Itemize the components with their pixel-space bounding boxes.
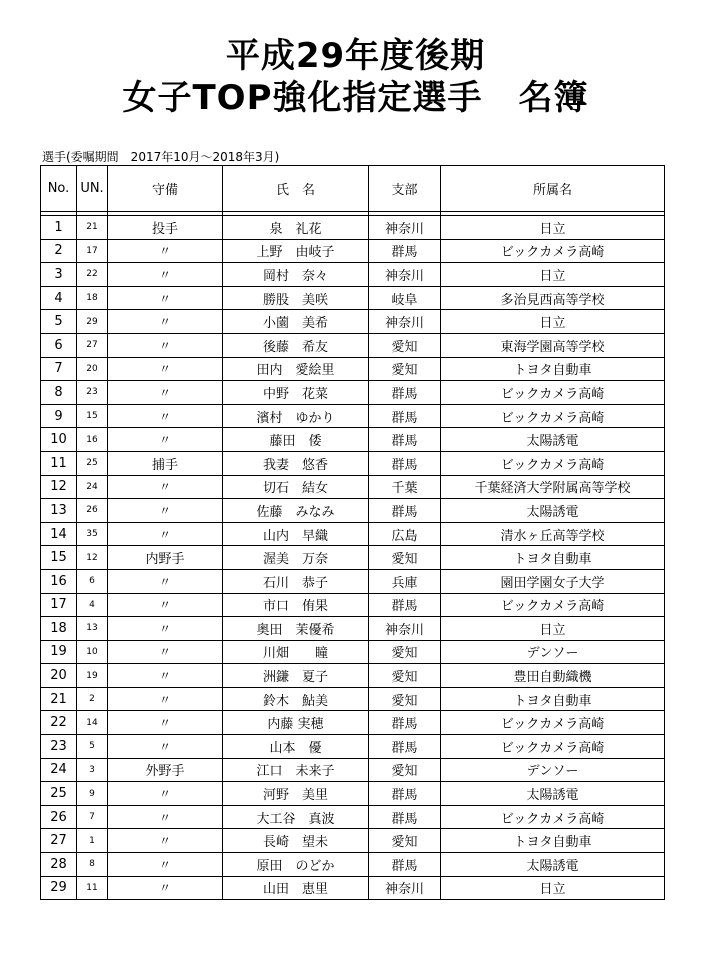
cell-un: 13 (77, 617, 108, 641)
cell-name: 勝股 美咲 (223, 286, 369, 310)
cell-position: 〃 (108, 522, 223, 546)
cell-position: 〃 (108, 569, 223, 593)
cell-no: 15 (41, 546, 77, 570)
cell-no: 18 (41, 617, 77, 641)
cell-no: 14 (41, 522, 77, 546)
cell-name: 市口 侑果 (223, 593, 369, 617)
cell-un: 35 (77, 522, 108, 546)
cell-position: 〃 (108, 404, 223, 428)
cell-name: 後藤 希友 (223, 333, 369, 357)
cell-name: 濱村 ゆかり (223, 404, 369, 428)
cell-branch: 神奈川 (369, 310, 441, 334)
cell-name: 石川 恭子 (223, 569, 369, 593)
cell-affiliation: ビックカメラ高崎 (441, 239, 665, 263)
cell-affiliation: トヨタ自動車 (441, 357, 665, 381)
cell-name: 佐藤 みなみ (223, 499, 369, 523)
cell-no: 9 (41, 404, 77, 428)
cell-name: 泉 礼花 (223, 216, 369, 240)
table-row (41, 239, 665, 263)
cell-no: 7 (41, 357, 77, 381)
cell-name: 奥田 茉優希 (223, 617, 369, 641)
cell-position: 捕手 (108, 451, 223, 475)
cell-no: 11 (41, 451, 77, 475)
cell-un: 7 (77, 805, 108, 829)
cell-no: 4 (41, 286, 77, 310)
cell-position: 〃 (108, 782, 223, 806)
cell-un: 6 (77, 569, 108, 593)
table-row (41, 428, 665, 452)
table-row (41, 569, 665, 593)
cell-name: 山本 優 (223, 735, 369, 759)
table-row (41, 617, 665, 641)
page-title-line2 (0, 78, 711, 118)
cell-un: 14 (77, 711, 108, 735)
header-affiliation: 所属名 (441, 166, 665, 212)
table-row (41, 216, 665, 240)
cell-affiliation: 日立 (441, 617, 665, 641)
cell-name: 河野 美里 (223, 782, 369, 806)
table-row (41, 640, 665, 664)
table-row (41, 286, 665, 310)
cell-name: 原田 のどか (223, 853, 369, 877)
cell-no: 29 (41, 876, 77, 900)
cell-un: 10 (77, 640, 108, 664)
table-row (41, 475, 665, 499)
cell-branch: 群馬 (369, 782, 441, 806)
table-row (41, 876, 665, 900)
cell-affiliation: 日立 (441, 263, 665, 287)
cell-un: 17 (77, 239, 108, 263)
cell-affiliation: デンソー (441, 758, 665, 782)
cell-position: 〃 (108, 286, 223, 310)
cell-branch: 愛知 (369, 333, 441, 357)
cell-position: 〃 (108, 381, 223, 405)
cell-affiliation: 日立 (441, 876, 665, 900)
cell-branch: 愛知 (369, 357, 441, 381)
cell-position: 〃 (108, 617, 223, 641)
cell-un: 19 (77, 664, 108, 688)
cell-position: 〃 (108, 829, 223, 853)
cell-name: 渥美 万奈 (223, 546, 369, 570)
cell-no: 25 (41, 782, 77, 806)
cell-affiliation: 太陽誘電 (441, 782, 665, 806)
header-branch: 支部 (369, 166, 441, 212)
cell-branch: 神奈川 (369, 216, 441, 240)
cell-un: 9 (77, 782, 108, 806)
cell-affiliation: 太陽誘電 (441, 853, 665, 877)
cell-no: 5 (41, 310, 77, 334)
table-row (41, 263, 665, 287)
cell-un: 15 (77, 404, 108, 428)
table-row (41, 593, 665, 617)
cell-name: 田内 愛絵里 (223, 357, 369, 381)
cell-branch: 愛知 (369, 687, 441, 711)
cell-un: 1 (77, 829, 108, 853)
cell-affiliation: ビックカメラ高崎 (441, 381, 665, 405)
cell-un: 24 (77, 475, 108, 499)
cell-no: 21 (41, 687, 77, 711)
cell-un: 12 (77, 546, 108, 570)
cell-branch: 岐阜 (369, 286, 441, 310)
cell-position: 〃 (108, 310, 223, 334)
cell-un: 29 (77, 310, 108, 334)
table-row (41, 310, 665, 334)
cell-no: 12 (41, 475, 77, 499)
table-row (41, 711, 665, 735)
cell-name: 江口 未来子 (223, 758, 369, 782)
cell-position: 〃 (108, 593, 223, 617)
cell-no: 27 (41, 829, 77, 853)
table-row (41, 333, 665, 357)
cell-position: 外野手 (108, 758, 223, 782)
table-row (41, 853, 665, 877)
cell-branch: 群馬 (369, 735, 441, 759)
cell-no: 8 (41, 381, 77, 405)
cell-branch: 兵庫 (369, 569, 441, 593)
cell-branch: 神奈川 (369, 263, 441, 287)
cell-affiliation: 太陽誘電 (441, 428, 665, 452)
cell-position: 〃 (108, 664, 223, 688)
cell-no: 22 (41, 711, 77, 735)
cell-branch: 愛知 (369, 640, 441, 664)
cell-name: 切石 結女 (223, 475, 369, 499)
cell-un: 27 (77, 333, 108, 357)
cell-affiliation: 千葉経済大学附属高等学校 (441, 475, 665, 499)
cell-affiliation: 多治見西高等学校 (441, 286, 665, 310)
cell-un: 4 (77, 593, 108, 617)
cell-un: 21 (77, 216, 108, 240)
table-row (41, 522, 665, 546)
cell-name: 中野 花菜 (223, 381, 369, 405)
cell-position: 投手 (108, 216, 223, 240)
table-row (41, 829, 665, 853)
cell-affiliation: 園田学園女子大学 (441, 569, 665, 593)
cell-un: 16 (77, 428, 108, 452)
cell-branch: 群馬 (369, 404, 441, 428)
cell-affiliation: 太陽誘電 (441, 499, 665, 523)
cell-position: 〃 (108, 239, 223, 263)
cell-position: 〃 (108, 357, 223, 381)
header-position: 守備 (108, 166, 223, 212)
cell-branch: 愛知 (369, 758, 441, 782)
page-title-suffix: 名簿 (518, 78, 589, 118)
table-row (41, 735, 665, 759)
cell-no: 19 (41, 640, 77, 664)
cell-position: 〃 (108, 333, 223, 357)
roster-table (40, 165, 665, 900)
table-row (41, 546, 665, 570)
cell-name: 内藤 実穂 (223, 711, 369, 735)
table-row (41, 357, 665, 381)
cell-un: 11 (77, 876, 108, 900)
cell-un: 22 (77, 263, 108, 287)
cell-position: 〃 (108, 428, 223, 452)
cell-position: 〃 (108, 876, 223, 900)
cell-un: 3 (77, 758, 108, 782)
cell-no: 3 (41, 263, 77, 287)
cell-name: 川畑 瞳 (223, 640, 369, 664)
cell-name: 小薗 美希 (223, 310, 369, 334)
cell-no: 20 (41, 664, 77, 688)
cell-position: 内野手 (108, 546, 223, 570)
cell-affiliation: 日立 (441, 310, 665, 334)
cell-position: 〃 (108, 687, 223, 711)
cell-un: 25 (77, 451, 108, 475)
cell-position: 〃 (108, 263, 223, 287)
cell-un: 2 (77, 687, 108, 711)
cell-un: 8 (77, 853, 108, 877)
cell-un: 23 (77, 381, 108, 405)
table-row (41, 687, 665, 711)
cell-affiliation: ビックカメラ高崎 (441, 451, 665, 475)
header-un: UN. (77, 166, 108, 212)
table-header-row (41, 166, 665, 212)
cell-branch: 神奈川 (369, 876, 441, 900)
cell-position: 〃 (108, 499, 223, 523)
page-title-line1: 平成29年度後期 (225, 36, 486, 76)
table-row (41, 664, 665, 688)
cell-no: 24 (41, 758, 77, 782)
cell-affiliation: ビックカメラ高崎 (441, 735, 665, 759)
cell-name: 長崎 望未 (223, 829, 369, 853)
cell-no: 13 (41, 499, 77, 523)
cell-branch: 群馬 (369, 853, 441, 877)
cell-no: 1 (41, 216, 77, 240)
cell-affiliation: デンソー (441, 640, 665, 664)
cell-branch: 神奈川 (369, 617, 441, 641)
cell-branch: 群馬 (369, 499, 441, 523)
cell-position: 〃 (108, 475, 223, 499)
cell-no: 16 (41, 569, 77, 593)
cell-branch: 愛知 (369, 546, 441, 570)
cell-no: 2 (41, 239, 77, 263)
cell-no: 23 (41, 735, 77, 759)
cell-name: 山内 早織 (223, 522, 369, 546)
table-row (41, 782, 665, 806)
cell-position: 〃 (108, 640, 223, 664)
cell-name: 洲鎌 夏子 (223, 664, 369, 688)
table-caption: 選手(委嘱期間 2017年10月～2018年3月) (42, 150, 280, 164)
cell-affiliation: 東海学園高等学校 (441, 333, 665, 357)
cell-affiliation: 豊田自動織機 (441, 664, 665, 688)
cell-branch: 愛知 (369, 664, 441, 688)
header-no: No. (41, 166, 77, 212)
cell-branch: 千葉 (369, 475, 441, 499)
cell-branch: 広島 (369, 522, 441, 546)
cell-name: 上野 由岐子 (223, 239, 369, 263)
table-row (41, 381, 665, 405)
cell-position: 〃 (108, 735, 223, 759)
cell-branch: 群馬 (369, 711, 441, 735)
table-row (41, 758, 665, 782)
cell-no: 26 (41, 805, 77, 829)
cell-affiliation: ビックカメラ高崎 (441, 593, 665, 617)
page-title-main: 女子TOP強化指定選手 (122, 78, 483, 118)
cell-un: 20 (77, 357, 108, 381)
cell-un: 5 (77, 735, 108, 759)
cell-branch: 群馬 (369, 381, 441, 405)
cell-branch: 愛知 (369, 829, 441, 853)
cell-affiliation: ビックカメラ高崎 (441, 404, 665, 428)
cell-name: 鈴木 鮎美 (223, 687, 369, 711)
cell-position: 〃 (108, 805, 223, 829)
cell-no: 28 (41, 853, 77, 877)
cell-position: 〃 (108, 853, 223, 877)
header-name: 氏 名 (223, 166, 369, 212)
cell-branch: 群馬 (369, 428, 441, 452)
cell-name: 大工谷 真波 (223, 805, 369, 829)
cell-no: 17 (41, 593, 77, 617)
cell-name: 我妻 悠香 (223, 451, 369, 475)
table-body (41, 212, 665, 900)
cell-no: 10 (41, 428, 77, 452)
table-row (41, 404, 665, 428)
cell-affiliation: 清水ヶ丘高等学校 (441, 522, 665, 546)
table-row (41, 499, 665, 523)
cell-name: 藤田 倭 (223, 428, 369, 452)
cell-affiliation: ビックカメラ高崎 (441, 805, 665, 829)
cell-position: 〃 (108, 711, 223, 735)
cell-affiliation: トヨタ自動車 (441, 829, 665, 853)
cell-name: 岡村 奈々 (223, 263, 369, 287)
cell-name: 山田 恵里 (223, 876, 369, 900)
cell-affiliation: トヨタ自動車 (441, 546, 665, 570)
cell-branch: 群馬 (369, 239, 441, 263)
table-row (41, 451, 665, 475)
cell-no: 6 (41, 333, 77, 357)
cell-branch: 群馬 (369, 805, 441, 829)
cell-affiliation: ビックカメラ高崎 (441, 711, 665, 735)
cell-un: 18 (77, 286, 108, 310)
cell-affiliation: トヨタ自動車 (441, 687, 665, 711)
cell-un: 26 (77, 499, 108, 523)
cell-affiliation: 日立 (441, 216, 665, 240)
table-row (41, 805, 665, 829)
cell-branch: 群馬 (369, 593, 441, 617)
cell-branch: 群馬 (369, 451, 441, 475)
